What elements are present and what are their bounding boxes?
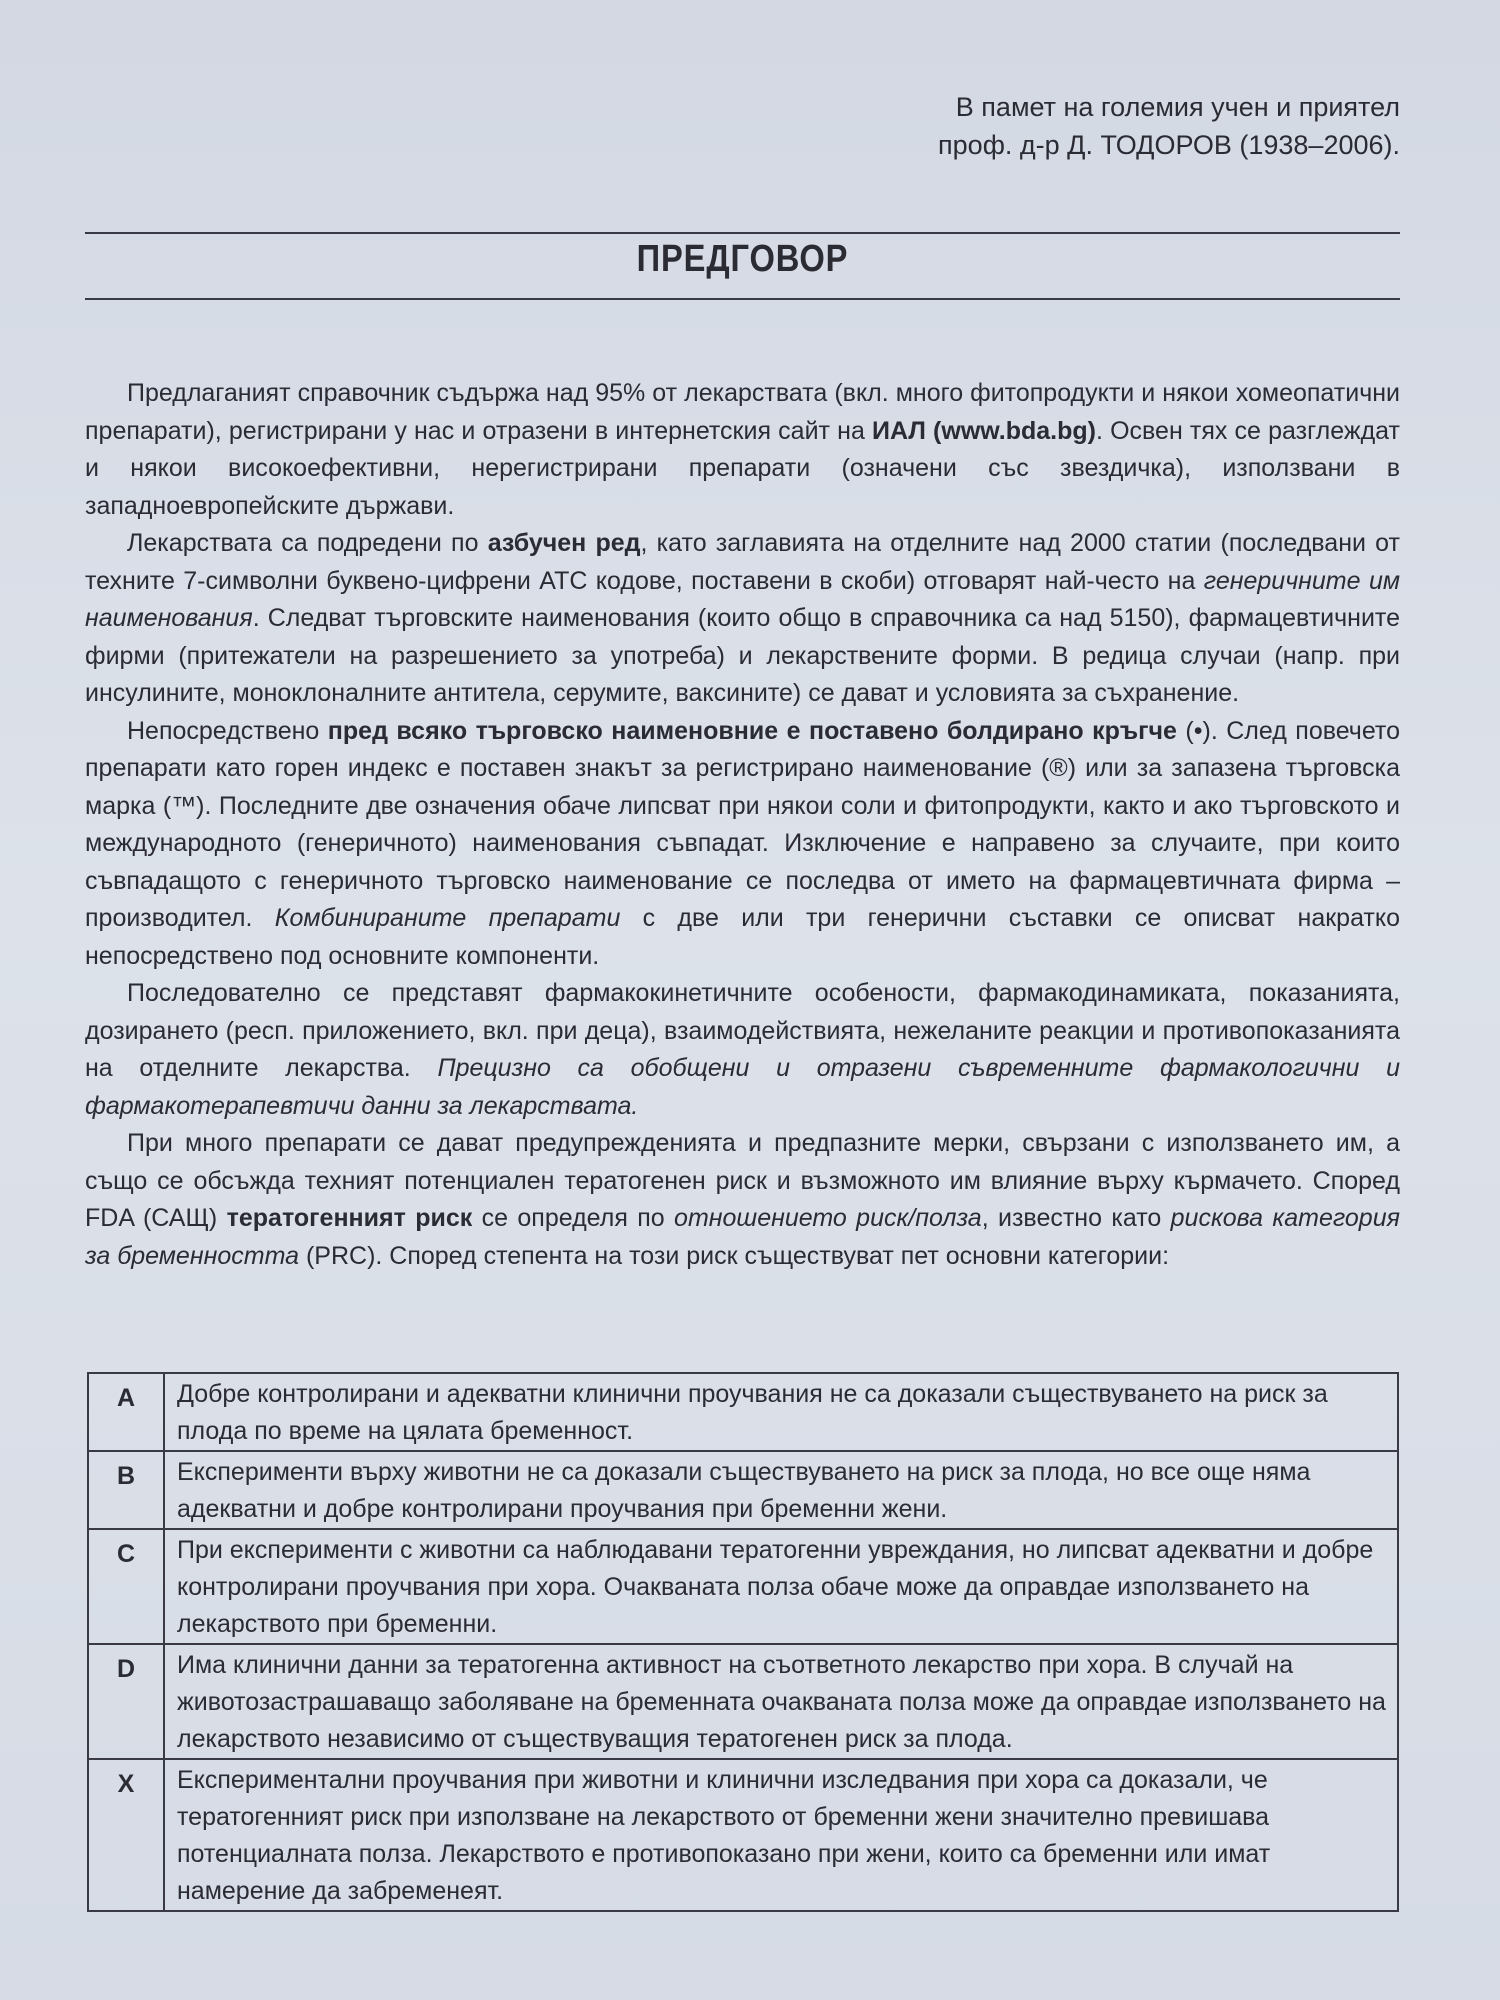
table-row xyxy=(88,1373,1398,1451)
dedication xyxy=(938,88,1400,164)
dedication-line-1: В памет на големия учен и приятел xyxy=(955,92,1400,122)
paragraph-2: Лекарствата са подредени по азбучен ред, като заглавията на отделните над 2000 статии (последвани от техните 7-символни буквено-цифрени ATC кодове, поставени в скоби) отговарят най-често на генеричните им наименования. Следват търговските наименования (които общо в справочника са над 5150), фармацевтичните фирми (притежатели на разрешението за употреба) и лекарствените форми. В редица случаи (напр. при инсулините, моноклоналните антитела, серумите, ваксините) се дават и условията за съхранение. xyxy=(85,529,1400,707)
dedication-line-2: проф. д-р Д. ТОДОРОВ (1938–2006). xyxy=(938,130,1400,160)
table-row xyxy=(88,1644,1398,1759)
table-row xyxy=(88,1451,1398,1529)
category-description: При експерименти с животни са наблюдавани тератогенни увреждания, но липсват адекватни и добре контролирани проучвания при хора. Очакваната полза обаче може да оправдае използването на лекарството при бременни. xyxy=(164,1529,1398,1644)
category-description: Експерименти върху животни не са доказали съществуването на риск за плода, но все още няма адекватни и добре контролирани проучвания при бременни жени. xyxy=(164,1451,1398,1529)
preface-body xyxy=(85,375,1400,1275)
paragraph-1: Предлаганият справочник съдържа над 95% от лекарствата (вкл. много фитопродукти и някои хомеопатични препарати), регистрирани у нас и отразени в интернетския сайт на ИАЛ (www.bda.bg). Освен тях се разглеждат и някои високоефективни, нерегистрирани препарати (означени със звездичка), използвани в западноевропейските държави. xyxy=(85,379,1400,520)
category-code: D xyxy=(88,1644,164,1759)
paragraph-4: Последователно се представят фармакокинетичните особености, фармакодинамиката, показанията, дозирането (респ. приложението, вкл. при деца), взаимодействията, нежеланите реакции и противопоказанията на отделните лекарства. Прецизно са обобщени и отразени съвременните фармакологични и фармакотерапевтичи данни за лекарствата. xyxy=(85,979,1400,1120)
table-row xyxy=(88,1529,1398,1644)
table-row xyxy=(88,1759,1398,1911)
page-title: ПРЕДГОВОР xyxy=(636,238,849,280)
ial-website: ИАЛ (www.bda.bg) xyxy=(872,416,1096,445)
title-rule-bottom xyxy=(85,298,1400,300)
title-rule-top xyxy=(85,232,1400,234)
category-code: A xyxy=(88,1373,164,1451)
category-description: Добре контролирани и адекватни клинични проучвания не са доказали съществуването на риск за плода по време на цялата бременност. xyxy=(164,1373,1398,1451)
category-code: X xyxy=(88,1759,164,1911)
category-description: Има клинични данни за тератогенна активност на съответното лекарство при хора. В случай на животозастрашаващо заболяване на бременната очакваната полза може да оправдае използването на лекарството независимо от съществуващия тератогенен риск за плода. xyxy=(164,1644,1398,1759)
category-code: B xyxy=(88,1451,164,1529)
paragraph-5: При много препарати се дават предупрежденията и предпазните мерки, свързани с използването им, а също се обсъжда техният потенциален тератогенен риск и възможното им влияние върху кърмачето. Според FDA (САЩ) тератогенният риск се определя по отношението риск/полза, известно като рискова категория за бременността (PRC). Според степента на този риск съществуват пет основни категории: xyxy=(85,1129,1400,1270)
category-code: C xyxy=(88,1529,164,1644)
category-description: Експериментални проучвания при животни и клинични изследвания при хора са доказали, че тератогенният риск при използване на лекарството от бременни жени значително превишава потенциалната полза. Лекарството е противопоказано при жени, които са бременни или имат намерение да забременеят. xyxy=(164,1759,1398,1911)
paragraph-3: Непосредствено пред всяко търговско наименовние е поставено болдирано кръгче (•). След повечето препарати като горен индекс е поставен знакът за регистрирано наименование (®) или за запазена търговска марка (™). Последните две означения обаче липсват при някои соли и фитопродукти, както и ако търговското и международното (генеричното) наименования съвпадат. Изключение е направено за случаите, при които съвпадащото с генеричното търговско наименование се последва от името на фармацевтичната фирма – производител. Комбинираните препарати с две или три генерични съставки се описват накратко непосредствено под основните компоненти. xyxy=(85,716,1400,970)
pregnancy-risk-table xyxy=(87,1372,1399,1912)
